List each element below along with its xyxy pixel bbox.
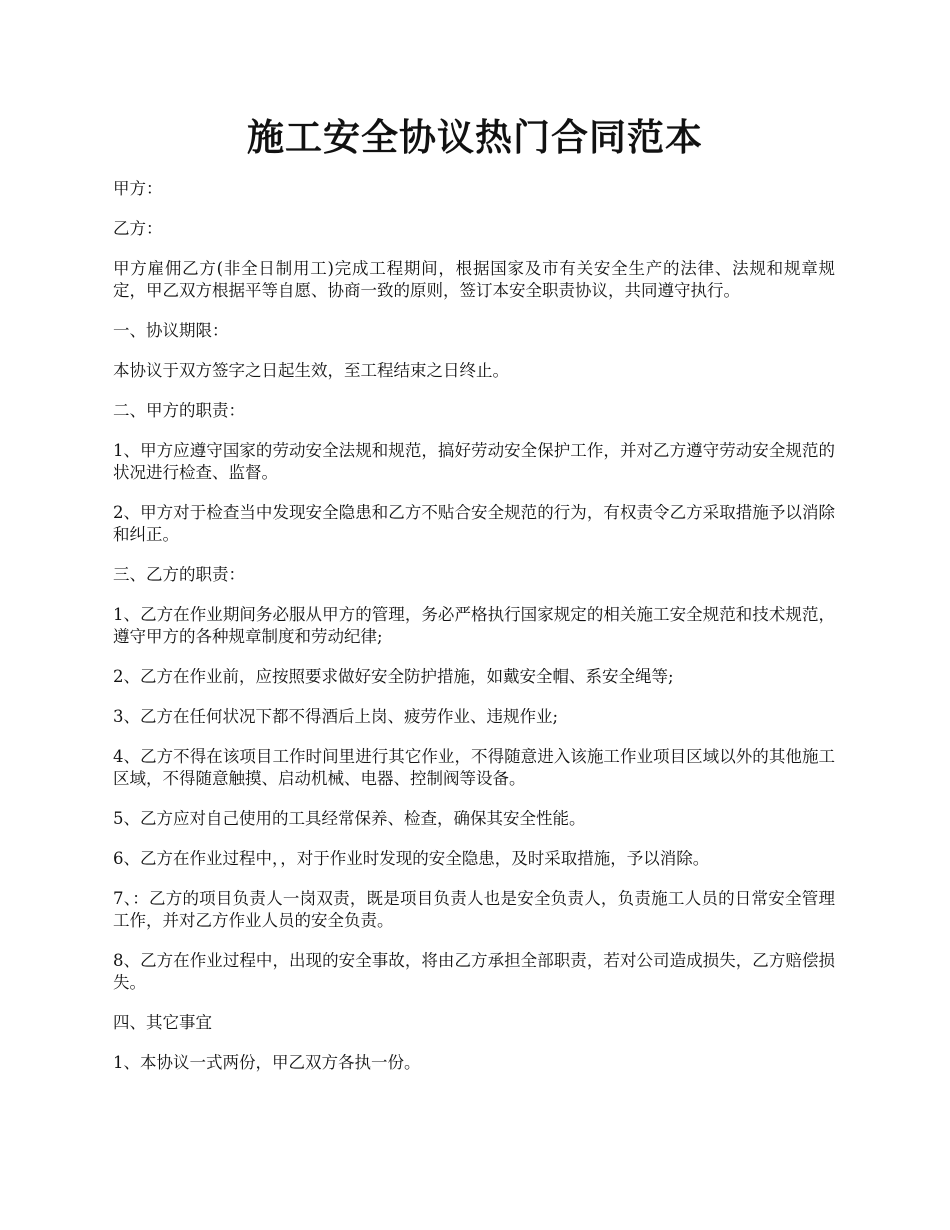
- section-heading-term: 一、协议期限：: [113, 321, 229, 340]
- party-b-duty-3: 3、乙方在任何状况下都不得酒后上岗、疲劳作业、违规作业;: [113, 707, 559, 726]
- party-b-duty-8: 8、乙方在作业过程中，出现的安全事故，将由乙方承担全部职责，若对公司造成损失，乙方赔偿损失。: [113, 951, 835, 992]
- party-b-line: 乙方：: [113, 219, 163, 238]
- party-b-duty-4: 4、乙方不得在该项目工作时间里进行其它作业，不得随意进入该施工作业项目区域以外的其他施工区域，不得随意触摸、启动机械、电器、控制阀等设备。: [113, 747, 835, 788]
- preamble-paragraph: 甲方雇佣乙方(非全日制用工)完成工程期间，根据国家及市有关安全生产的法律、法规和规章规定，甲乙双方根据平等自愿、协商一致的原则，签订本安全职责协议，共同遵守执行。: [113, 259, 835, 300]
- document-title: 施工安全协议热门合同范本: [247, 115, 703, 159]
- section-heading-party-b-duties: 三、乙方的职责：: [113, 565, 245, 584]
- party-b-duty-6: 6、乙方在作业过程中，，对于作业时发现的安全隐患，及时采取措施，予以消除。: [113, 849, 710, 868]
- party-a-line: 甲方：: [113, 179, 163, 198]
- party-a-duty-2: 2、甲方对于检查当中发现安全隐患和乙方不贴合安全规范的行为，有权责令乙方采取措施予以消除和纠正。: [113, 503, 835, 544]
- other-matter-1: 1、本协议一式两份，甲乙双方各执一份。: [113, 1053, 421, 1072]
- party-b-duty-2: 2、乙方在作业前，应按照要求做好安全防护措施，如戴安全帽、系安全绳等;: [113, 667, 674, 686]
- section-heading-other-matters: 四、其它事宜: [113, 1013, 212, 1032]
- section-heading-party-a-duties: 二、甲方的职责：: [113, 401, 245, 420]
- party-b-duty-7: 7、：乙方的项目负责人一岗双责，既是项目负责人也是安全负责人，负责施工人员的日常安全管理工作，并对乙方作业人员的安全负责。: [113, 889, 835, 930]
- term-paragraph: 本协议于双方签字之日起生效，至工程结束之日终止。: [113, 361, 509, 380]
- party-b-duty-1: 1、乙方在作业期间务必服从甲方的管理，务必严格执行国家规定的相关施工安全规范和技术规范，遵守甲方的各种规章制度和劳动纪律;: [113, 605, 835, 646]
- party-b-duty-5: 5、乙方应对自己使用的工具经常保养、检查，确保其安全性能。: [113, 809, 586, 828]
- document-body: [113, 178, 835, 1092]
- party-a-duty-1: 1、甲方应遵守国家的劳动安全法规和规范，搞好劳动安全保护工作，并对乙方遵守劳动安全规范的状况进行检查、监督。: [113, 441, 835, 482]
